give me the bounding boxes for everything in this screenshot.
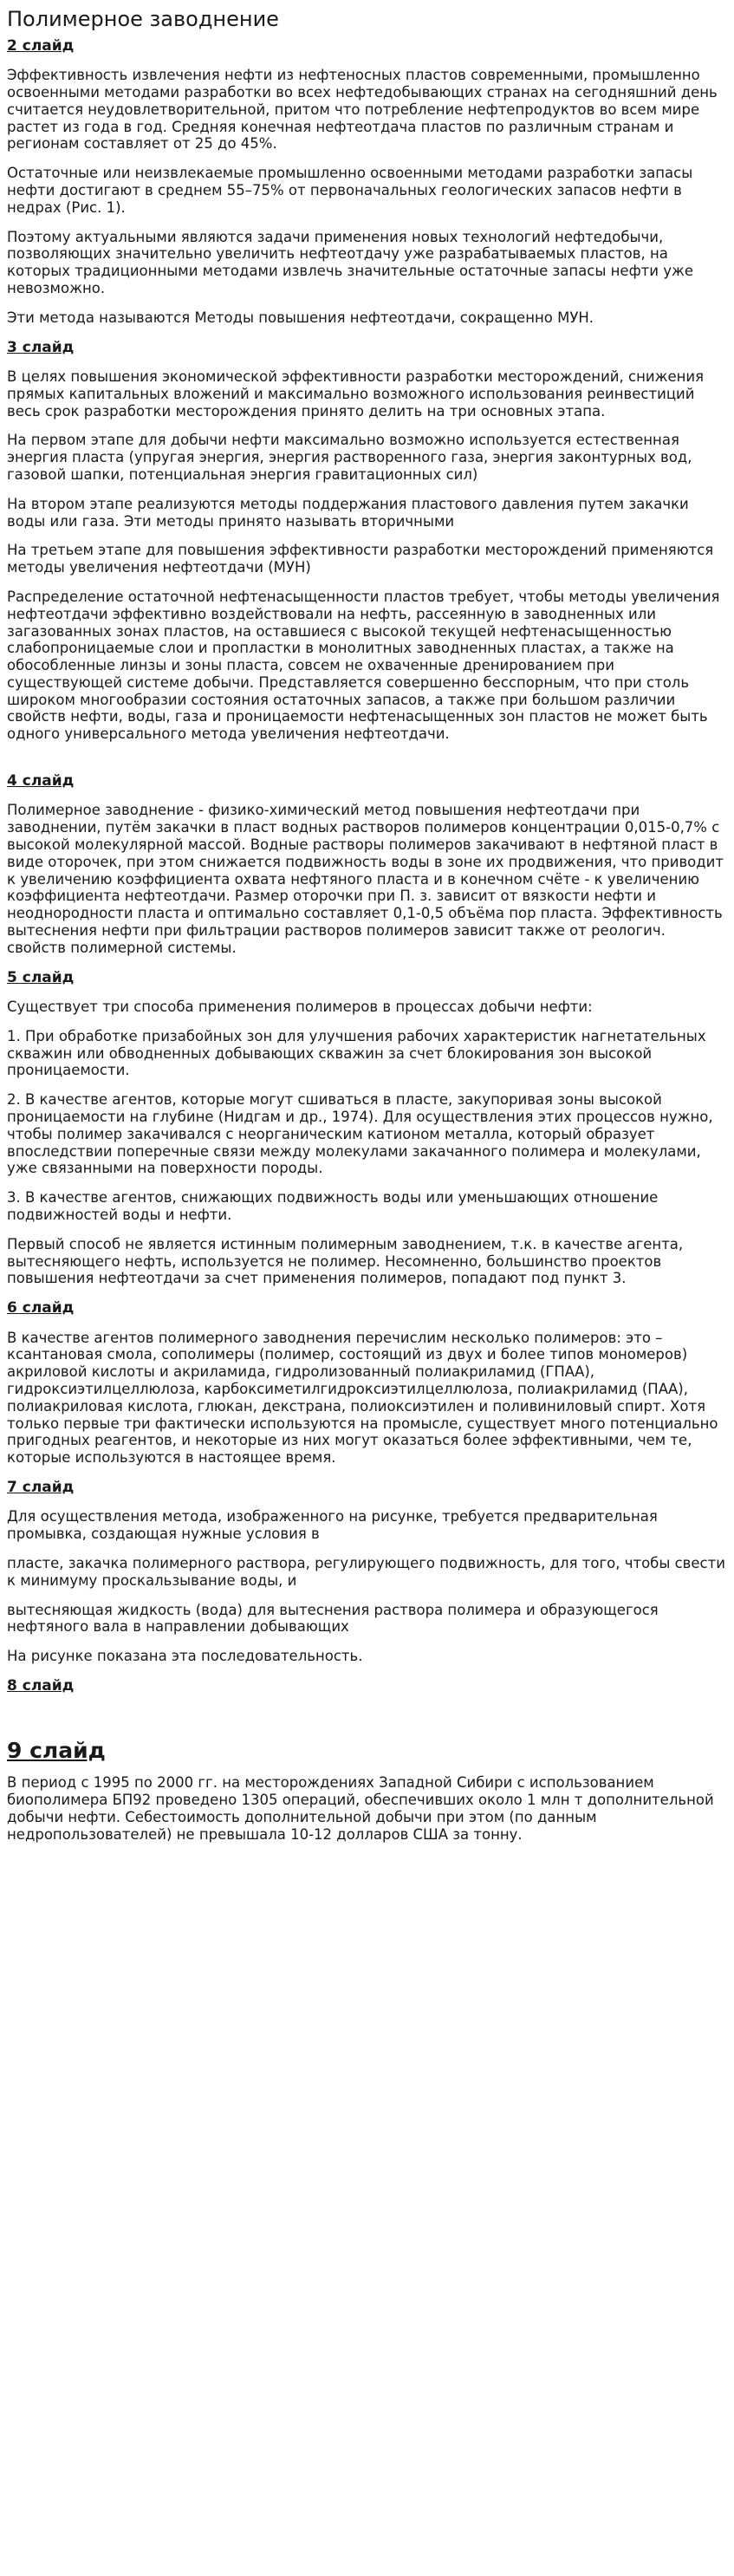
list-item: 2. В качестве агентов, которые могут сшиваться в пласте, закупоривая зоны высокой проницаемости на глубине (Нидгам и др., 1974). Для осуществления этих процессов нужно, чтобы полимер закачивался с неорганическим катионом металла, который образует впоследствии поперечные связи между молекулами закачанного полимера и молекулами, уже связанными на поверхности породы. [7,1091,713,1177]
paragraph: Поэтому актуальными являются задачи применения новых технологий нефтедобычи, позволяющих значительно увеличить нефтеотдачу уже разрабатываемых пластов, на которых традиционными методами извлечь значительные остаточные запасы нефти уже невозможно. [7,228,694,296]
paragraph: В период с 1995 по 2000 гг. на месторождениях Западной Сибири с использованием биополимера БП92 проведено 1305 операций, обеспечивших около 1 млн т дополнительной добычи нефти. Себестоимость дополнительной добычи при этом (по данным недропользователей) не превышала 10-12 долларов США за тонну. [7,1774,714,1843]
paragraph: пласте, закачка полимерного раствора, регулирующего подвижность, для того, чтобы свести к минимуму проскальзывание воды, и [7,1554,725,1589]
paragraph: Для осуществления метода, изображенного на рисунке, требуется предварительная промывка, создающая нужные условия в [7,1508,658,1543]
section-heading-slide-9: 9 слайд [7,1738,106,1764]
section-heading-slide-2: 2 слайд [7,36,75,55]
paragraph: В целях повышения экономической эффективности разработки месторождений, снижения прямых капитальных вложений и максимально возможного использования реинвестиций весь срок разработки месторождения принято делить на три основных этапа. [7,368,705,420]
paragraph: Эти метода называются Методы повышения нефтеотдачи, сокращенно МУН. [7,309,594,326]
paragraph: На третьем этапе для повышения эффективности разработки месторождений применяются методы увеличения нефтеотдачи (МУН) [7,542,714,576]
paragraph: На рисунке показана эта последовательность. [7,1648,363,1665]
paragraph: На первом этапе для добычи нефти максимально возможно используется естественная энергия пласта (упругая энергия, энергия растворенного газа, энергия законтурных вод, газовой шапки, потенциальная энергия гравитационных сил) [7,432,692,483]
paragraph: Остаточные или неизвлекаемые промышленно освоенными методами разработки запасы нефти достигают в среднем 55–75% от первоначальных геологических запасов нефти в недрах (Рис. 1). [7,165,693,216]
paragraph: Эффективность извлечения нефти из нефтеносных пластов современными, промышленно освоенными методами разработки во всех нефтедобывающих странах на сегодняшний день считается неудовлетворительной, притом что потребление нефтепродуктов во всем мире растет из года в год. Средняя конечная нефтеотдача пластов по различным странам и регионам составляет от 25 до 45%. [7,67,718,153]
list-item: 3. В качестве агентов, снижающих подвижность воды или уменьшающих отношение подвижностей воды и нефти. [7,1189,659,1223]
paragraph: Полимерное заводнение - физико-химический метод повышения нефтеотдачи при заводнении, путём закачки в пласт водных растворов полимеров концентрации 0,015-0,7% с высокой молекулярной массой. Водные растворы полимеров закачивают в нефтяной пласт в виде оторочек, при этом снижается подвижность воды в зоне их продвижения, что приводит к увеличению коэффициента охвата нефтяного пласта и в конечном счёте - к увеличению коэффициента нефтеотдачи. Размер оторочки при П. з. зависит от вязкости нефти и неоднородности пласта и оптимально составляет 0,1-0,5 объёма пор пласта. Эффективность вытеснения нефти при фильтрации растворов полимеров зависит также от реологич. свойств полимерной системы. [7,802,724,956]
section-heading-slide-3: 3 слайд [7,338,75,356]
paragraph: В качестве агентов полимерного заводнения перечислим несколько полимеров: это – ксантановая смола, сополимеры (полимер, состоящий из двух и более типов мономеров) акриловой кислоты и акриламида, гидролизованный полиакриламид (ГПАА), гидроксиэтилцеллюлоза, карбоксиметилгидроксиэтилцеллюлоза, полиакриламид (ПАА), полиакриловая кислота, глюкан, декстрана, полиоксиэтилен и поливиниловый спирт. Хотя только первые три фактически используются на промысле, существует много потенциально пригодных реагентов, и некоторые из них могут оказаться более эффективными, чем те, которые используются в настоящее время. [7,1329,718,1467]
paragraph: Первый способ не является истинным полимерным заводнением, т.к. в качестве агента, вытесняющего нефть, используется не полимер. Несомненно, большинство проектов повышения нефтеотдачи за счет применения полимеров, попадают под пункт 3. [7,1235,684,1287]
paragraph: Существует три способа применения полимеров в процессах добычи нефти: [7,999,593,1016]
list-item: 1. При обработке призабойных зон для улучшения рабочих характеристик нагнетательных скважин или обводненных добывающих скважин за счет блокирования зон высокой проницаемости. [7,1027,706,1079]
section-heading-slide-6: 6 слайд [7,1299,75,1317]
page-title: Полимерное заводнение [7,7,279,31]
section-heading-slide-5: 5 слайд [7,968,75,986]
paragraph: Распределение остаточной нефтенасыщенности пластов требует, чтобы методы увеличения нефтеотдачи эффективно воздействовали на нефть, рассеянную в заводненных или загазованных зонах пластов, на оставшиеся с высокой текущей нефтенасыщенностью слабопроницаемые слои и пропластки в монолитных заводненных пластах, а также на обособленные линзы и зоны пласта, совсем не охваченные дренированием при существующей системе добычи. Представляется совершенно бесспорным, что при столь широком многообразии состояния остаточных запасов, а также при большом различии свойств нефти, воды, газа и проницаемости нефтенасыщенных зон пластов не может быть одного универсального метода увеличения нефтеотдачи. [7,588,720,743]
section-heading-slide-4: 4 слайд [7,772,75,790]
section-heading-slide-7: 7 слайд [7,1478,75,1496]
section-heading-slide-8: 8 слайд [7,1676,75,1695]
paragraph: На втором этапе реализуются методы поддержания пластового давления путем закачки воды или газа. Эти методы принято называть вторичными [7,495,689,530]
paragraph: вытесняющая жидкость (вода) для вытеснения раствора полимера и образующегося нефтяного вала в направлении добывающих [7,1601,659,1636]
